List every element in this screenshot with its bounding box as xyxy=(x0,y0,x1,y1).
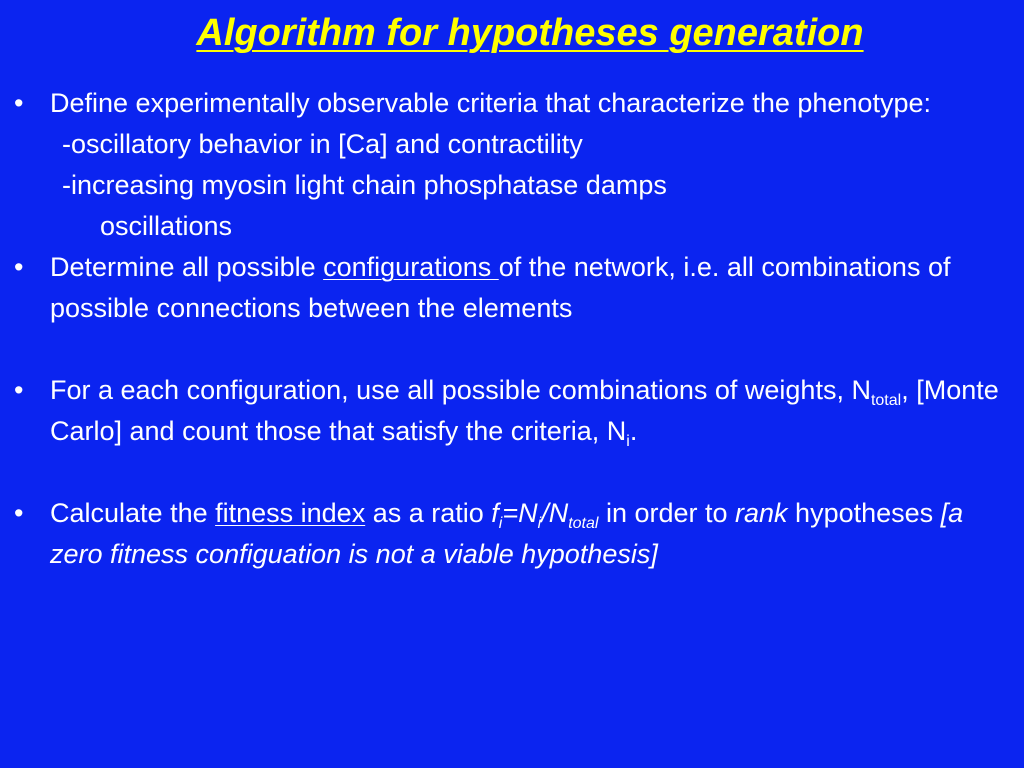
formula-eq: =N xyxy=(502,498,538,528)
criterion-phosphatase: -increasing myosin light chain phosphatase damps xyxy=(62,170,667,200)
spacer xyxy=(0,329,1020,370)
fitness-index-link[interactable]: fitness index xyxy=(215,498,366,528)
bullet-monte-carlo xyxy=(0,370,1020,452)
bullet-text-pre: For a each configuration, use all possible combinations of weights, N xyxy=(50,375,871,405)
bullet-text: Define experimentally observable criteria that characterize the phenotype: xyxy=(50,88,931,118)
spacer xyxy=(0,452,1020,493)
formula-n-sub: i xyxy=(537,515,542,532)
fitness-note: [a zero fitness configuation is not a viable hypothesis] xyxy=(50,498,964,569)
rank-text: rank xyxy=(735,498,788,528)
formula-f: f xyxy=(491,498,499,528)
bullet-text-mid2: in order to xyxy=(598,498,736,528)
bullet-configurations xyxy=(0,247,1020,329)
bullet-dot-icon: • xyxy=(14,375,24,405)
criterion-phosphatase-cont: oscillations xyxy=(100,211,233,241)
slide-title: Algorithm for hypotheses generation xyxy=(196,12,864,54)
subscript-i: i xyxy=(626,433,630,450)
bullet-dot-icon: • xyxy=(14,88,24,118)
subscript-total: total xyxy=(870,392,902,409)
formula-total-sub: total xyxy=(568,515,599,532)
bullet-text-mid: , [Monte Carlo] and count those that satisfy the criteria, N xyxy=(50,375,999,446)
bullet-text-end: . xyxy=(629,416,638,446)
bullet-text-post: of the network, i.e. all combinations of possible connections between the elements xyxy=(50,252,951,323)
slide-content xyxy=(0,83,1020,575)
bullet-text-mid: as a ratio xyxy=(365,498,492,528)
configurations-link[interactable]: configurations xyxy=(323,252,499,282)
criterion-oscillatory: -oscillatory behavior in [Ca] and contractility xyxy=(62,129,583,159)
bullet-text-pre: Determine all possible xyxy=(50,252,324,282)
bullet-define-criteria xyxy=(0,83,1020,124)
formula-f-sub: i xyxy=(498,515,503,532)
formula-slash: /N xyxy=(541,498,569,528)
bullet-text-mid3: hypotheses xyxy=(787,498,941,528)
formula xyxy=(491,498,599,532)
bullet-text-pre: Calculate the xyxy=(50,498,216,528)
bullet-dot-icon: • xyxy=(14,252,24,282)
bullet-fitness-index xyxy=(0,493,1020,575)
bullet-dot-icon: • xyxy=(14,498,24,528)
